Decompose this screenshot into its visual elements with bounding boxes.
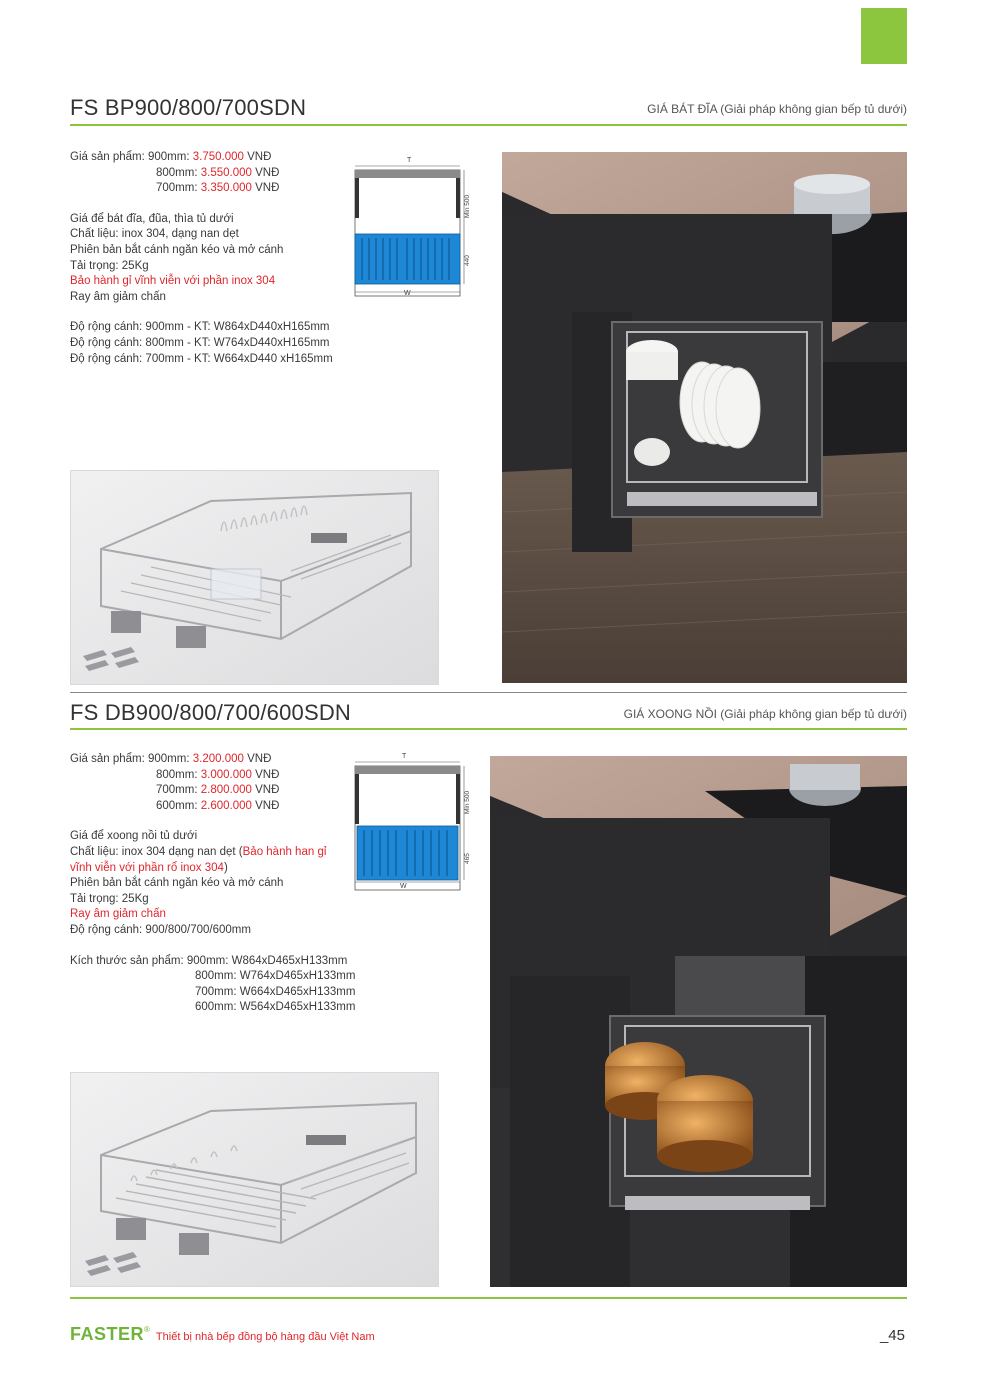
damper-line: Ray âm giảm chấn (70, 908, 166, 921)
price-line: Giá sản phẩm: 900mm: 3.200.000 VNĐ (70, 753, 272, 765)
diagram-min-label: Min 500 (464, 790, 471, 814)
feature-line: Chất liệu: inox 304 dạng nan dẹt (Bảo hành han gỉ (70, 845, 327, 858)
warranty-line: Bảo hành gỉ vĩnh viễn với phần inox 304 (70, 275, 276, 288)
section2-subtitle: GIÁ XOONG NỒI (Giải pháp không gian bếp tủ dưới) (623, 707, 907, 721)
price-line: 700mm: 3.350.000 VNĐ (156, 182, 280, 195)
section1-dimension-diagram (352, 152, 472, 300)
feature-line: Giá để bát đĩa, đũa, thìa tủ dưới (70, 212, 234, 225)
feature-line: Chất liệu: inox 304, dạng nan dẹt (70, 228, 239, 241)
section2-product-photo (70, 1072, 439, 1287)
diagram-min-label: Min 500 (464, 194, 471, 218)
section1-divider (70, 124, 907, 126)
page-number: _45 (879, 1327, 905, 1344)
brand-tagline: Thiết bị nhà bếp đồng bộ hàng đầu Việt Nam (155, 1331, 375, 1343)
footer-divider (70, 1297, 907, 1299)
section1-title: FS BP900/800/700SDN (70, 95, 307, 120)
section2-divider (70, 728, 907, 730)
feature-line: Phiên bản bắt cánh ngăn kéo và mở cánh (70, 877, 284, 890)
size-line: 800mm: W764xD465xH133mm (195, 970, 356, 983)
size-line: 600mm: W564xD465xH133mm (195, 1001, 356, 1014)
feature-line: Giá để xoong nồi tủ dưới (70, 830, 198, 843)
width-line: Độ rộng cánh: 900mm - KT: W864xD440xH165mm (70, 321, 330, 334)
section2-kitchen-photo (490, 756, 907, 1287)
width-line: Độ rộng cánh: 900/800/700/600mm (70, 923, 251, 936)
feature-line: Tải trọng: 25Kg (70, 259, 149, 272)
width-line: Độ rộng cánh: 800mm - KT: W764xD440xH165mm (70, 336, 330, 349)
section2-title: FS DB900/800/700/600SDN (70, 700, 351, 725)
size-line: Kích thước sản phẩm: 900mm: W864xD465xH133mm (70, 954, 348, 967)
feature-line: Phiên bản bắt cánh ngăn kéo và mở cánh (70, 243, 284, 256)
price-line: 800mm: 3.550.000 VNĐ (156, 166, 280, 179)
section1-product-photo (70, 470, 439, 685)
section-separator (70, 692, 907, 693)
corner-tab (861, 8, 907, 64)
price-line: 700mm: 2.800.000 VNĐ (156, 784, 280, 797)
diagram-bottom-label: W (400, 883, 407, 890)
diagram-top-label: T (402, 753, 407, 760)
section1-specs (70, 150, 333, 367)
section2-specs (70, 752, 355, 1016)
brand-logo: FASTER (70, 1324, 145, 1344)
size-line: 700mm: W664xD465xH133mm (195, 985, 356, 998)
diagram-bottom-label: W (404, 290, 411, 297)
registered-mark: ® (144, 1325, 150, 1334)
feature-line: vĩnh viễn với phần rổ inox 304) (70, 861, 228, 874)
price-line: 800mm: 3.000.000 VNĐ (156, 768, 280, 781)
footer-brand (70, 1324, 375, 1345)
section1-subtitle: GIÁ BÁT ĐĨA (Giải pháp không gian bếp tủ dưới) (647, 102, 907, 116)
diagram-depth-label: 440 (464, 255, 471, 266)
width-line: Độ rộng cánh: 700mm - KT: W664xD440 xH165mm (70, 352, 333, 365)
section2-dimension-diagram (352, 750, 472, 898)
damper-line: Ray âm giảm chấn (70, 290, 166, 303)
price-line: Giá sản phẩm: 900mm: 3.750.000 VNĐ (70, 151, 272, 163)
section1-kitchen-photo (502, 152, 907, 683)
price-line: 600mm: 2.600.000 VNĐ (156, 799, 280, 812)
diagram-depth-label: 465 (464, 853, 471, 864)
diagram-top-label: T (407, 157, 412, 164)
feature-line: Tải trọng: 25Kg (70, 892, 149, 905)
